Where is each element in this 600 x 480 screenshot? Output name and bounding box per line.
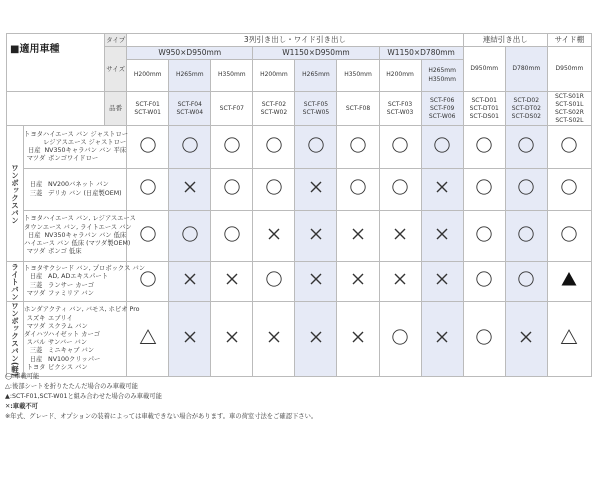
vehicle-maker: マツダ	[26, 155, 46, 163]
vehicle-entry	[24, 248, 126, 256]
vehicle-maker: 日産	[29, 273, 43, 281]
type-linked: 連結引き出し	[463, 34, 547, 47]
vehicle-model: サンバー バン	[48, 339, 88, 347]
circle-icon	[475, 136, 493, 154]
vehicle-entry	[24, 232, 126, 240]
circle-icon	[433, 136, 451, 154]
size-group-3: W1150×D780mm	[379, 47, 463, 60]
part-number-cell: SCT-F06 SCT-F09 SCT-W06	[421, 92, 463, 126]
compatibility-cell	[505, 169, 547, 211]
vehicle-entry	[24, 306, 140, 314]
circle-icon	[560, 136, 578, 154]
compatibility-cell	[211, 262, 253, 302]
cross-icon	[181, 328, 199, 346]
vehicle-list	[24, 126, 127, 169]
compatibility-cell	[421, 169, 463, 211]
vehicle-maker: 日産	[29, 355, 43, 363]
vehicle-maker: マツダ	[26, 248, 46, 256]
circle-icon	[517, 270, 535, 288]
circle-icon	[517, 136, 535, 154]
part-number-cell: SCT-D01 SCT-DT01 SCT-DS01	[463, 92, 505, 126]
vehicle-maker: スバル	[26, 339, 46, 347]
cross-icon	[265, 328, 283, 346]
compatibility-cell	[421, 302, 463, 377]
compatibility-cell	[505, 126, 547, 169]
cross-icon	[433, 178, 451, 196]
vehicle-entry	[24, 315, 126, 323]
vehicle-model: AD, ADエキスパート	[48, 273, 108, 281]
vehicle-maker: トヨタ	[26, 363, 46, 371]
vehicle-list	[24, 211, 136, 262]
compatibility-cell	[253, 211, 295, 262]
vehicle-entry	[24, 130, 129, 139]
compatibility-cell	[421, 211, 463, 262]
circle-icon	[307, 136, 325, 154]
vehicle-list	[24, 169, 127, 211]
vehicle-maker: ダイハツ	[24, 330, 49, 338]
triangle-icon	[139, 328, 157, 346]
compatibility-cell	[169, 126, 211, 169]
part-number-cell: SCT-F08	[337, 92, 379, 126]
vehicle-maker: 日産	[27, 147, 41, 154]
vehicle-maker: トヨタ	[24, 215, 43, 223]
part-spacer	[7, 92, 105, 126]
part-number-cell: SCT-F07	[211, 92, 253, 126]
compatibility-cell	[127, 169, 169, 211]
legend-disclaimer: ※年式、グレード、オプションの装着によっては車載できない場合があります。車の荷室寸法をご確認下さい。	[5, 413, 318, 420]
vehicle-entry	[24, 190, 126, 198]
cross-icon	[307, 328, 325, 346]
vehicle-model: NV350キャラバン バン 低床	[44, 231, 127, 239]
compatibility-cell	[295, 126, 337, 169]
cross-icon	[307, 178, 325, 196]
cross-icon	[391, 225, 409, 243]
section-title: ■適用車種	[10, 44, 60, 55]
cross-icon	[265, 225, 283, 243]
size-side: D950mm	[547, 47, 591, 92]
cross-icon	[349, 225, 367, 243]
compatibility-cell	[463, 211, 505, 262]
compatibility-cell	[463, 126, 505, 169]
height-cell: H200mm	[127, 60, 169, 92]
compatibility-cell	[379, 211, 421, 262]
compatibility-cell	[295, 262, 337, 302]
circle-icon	[475, 178, 493, 196]
type-main: 3列引き出し・ワイド引き出し	[127, 34, 464, 47]
vehicle-model: ハイゼット カーゴ	[48, 330, 101, 338]
type-label: タイプ	[105, 34, 127, 47]
vehicle-entry	[24, 215, 136, 223]
compatibility-cell	[463, 169, 505, 211]
vehicle-maker	[24, 139, 43, 147]
vehicle-entry	[24, 356, 126, 364]
vehicle-entry	[24, 364, 126, 372]
height-cell: H200mm	[379, 60, 421, 92]
circle-icon	[517, 178, 535, 196]
legend-cross: ✕:車載不可	[5, 403, 38, 410]
compatibility-cell	[169, 302, 211, 377]
part-number-cell: SCT-F03 SCT-W03	[379, 92, 421, 126]
vehicle-maker: 三菱	[29, 189, 43, 197]
compatibility-cell	[547, 262, 591, 302]
cross-icon	[433, 270, 451, 288]
compatibility-cell	[547, 211, 591, 262]
cross-icon	[349, 328, 367, 346]
vehicle-model: ファミリア バン	[48, 289, 94, 297]
size-label: サイズ	[105, 47, 127, 92]
compatibility-cell	[421, 126, 463, 169]
cross-icon	[181, 178, 199, 196]
compatibility-cell	[379, 262, 421, 302]
compatibility-cell	[169, 262, 211, 302]
compatibility-cell	[337, 126, 379, 169]
vehicle-maker: トヨタ	[24, 130, 43, 138]
circle-icon	[475, 270, 493, 288]
vehicle-maker: 日産	[27, 231, 41, 239]
vehicle-row	[7, 169, 592, 211]
vehicle-entry	[24, 139, 126, 147]
vehicle-maker: 日産	[29, 181, 43, 189]
circle-icon	[349, 136, 367, 154]
vehicle-entry	[24, 323, 126, 331]
vehicle-maker: ホンダ	[24, 306, 43, 314]
circle-icon	[349, 178, 367, 196]
vehicle-row	[7, 126, 592, 169]
compatibility-cell	[253, 302, 295, 377]
compatibility-cell	[253, 262, 295, 302]
compatibility-cell	[337, 262, 379, 302]
vehicle-model: サクシード バン, プロボックス バン	[42, 265, 146, 273]
compatibility-cell	[337, 211, 379, 262]
compatibility-cell	[295, 169, 337, 211]
compatibility-cell	[463, 262, 505, 302]
vehicle-model: ピクシス バン	[48, 363, 88, 371]
circle-icon	[265, 136, 283, 154]
legend-circle: ◯:車載可能	[5, 373, 40, 380]
circle-icon	[391, 178, 409, 196]
compatibility-cell	[505, 262, 547, 302]
compatibility-cell	[505, 302, 547, 377]
compatibility-cell	[295, 302, 337, 377]
circle-icon	[560, 178, 578, 196]
part-number-cell: SCT-D02 SCT-DT02 SCT-DS02	[505, 92, 547, 126]
vehicle-entry	[24, 347, 126, 355]
size-d950: D950mm	[463, 47, 505, 92]
vehicle-row	[7, 302, 592, 377]
vehicle-group-label: ライトバン	[7, 262, 24, 302]
vehicle-model: ハイエース バン, レジアスエース	[42, 215, 136, 223]
part-number-cell: SCT-F01 SCT-W01	[127, 92, 169, 126]
vehicle-model: ハイエース バン ジャストロー	[42, 130, 129, 138]
cross-icon	[433, 225, 451, 243]
vehicle-model: NV100クリッパー	[48, 355, 101, 363]
vehicle-model: デリカ バン (日産製OEM)	[48, 189, 122, 197]
height-cell: H200mm	[253, 60, 295, 92]
circle-icon	[139, 270, 157, 288]
vehicle-entry	[24, 282, 126, 290]
compatibility-cell	[169, 211, 211, 262]
height-cell: H350mm	[211, 60, 253, 92]
part-number-cell: SCT-F04 SCT-W04	[169, 92, 211, 126]
compatibility-cell	[211, 126, 253, 169]
compatibility-cell	[547, 169, 591, 211]
vehicle-model: エブリイ	[48, 314, 73, 322]
vehicle-group-label: ワンボックスバン	[7, 126, 24, 262]
compatibility-cell	[253, 126, 295, 169]
part-number-cell: SCT-F02 SCT-W02	[253, 92, 295, 126]
vehicle-model: ハイエース バン 低床 (マツダ製OEM)	[24, 240, 131, 248]
legend-notes	[5, 372, 317, 422]
compatibility-cell	[211, 169, 253, 211]
part-number-cell: SCT-F05 SCT-W05	[295, 92, 337, 126]
vehicle-entry	[24, 273, 126, 281]
circle-icon	[223, 178, 241, 196]
vehicle-entry	[24, 290, 126, 298]
circle-icon	[139, 178, 157, 196]
cross-icon	[517, 328, 535, 346]
vehicle-maker: トヨタ	[24, 265, 43, 273]
compatibility-table	[6, 33, 592, 377]
vehicle-entry	[24, 155, 126, 163]
vehicle-row	[7, 262, 592, 302]
compatibility-cell	[379, 302, 421, 377]
vehicle-group-label: ワンボックスバン(軽)	[7, 302, 24, 377]
circle-icon	[139, 136, 157, 154]
cross-icon	[349, 270, 367, 288]
compatibility-cell	[337, 169, 379, 211]
vehicle-model: ミニキャブ バン	[48, 347, 95, 355]
cross-icon	[181, 270, 199, 288]
circle-icon	[475, 328, 493, 346]
vehicle-model: タウンエース バン, ライトエース バン	[24, 223, 132, 231]
size-group-1: W950×D950mm	[127, 47, 253, 60]
vehicle-model: ボンゴ 低床	[48, 248, 82, 256]
vehicle-model: ボンゴワイドロー	[48, 155, 99, 163]
circle-icon	[181, 136, 199, 154]
height-cell: H350mm	[337, 60, 379, 92]
vehicle-model: NV350キャラバン バン 平床	[44, 147, 127, 154]
legend-triangle: △:後部シートを折りたたんだ場合のみ車載可能	[5, 383, 138, 390]
compatibility-cell	[127, 126, 169, 169]
cross-icon	[223, 270, 241, 288]
cross-icon	[307, 225, 325, 243]
compatibility-cell	[379, 169, 421, 211]
height-cell: H265mm	[169, 60, 211, 92]
vehicle-entry	[24, 331, 126, 339]
compatibility-cell	[547, 126, 591, 169]
compatibility-cell	[211, 302, 253, 377]
vehicle-maker: スズキ	[26, 314, 46, 322]
vehicle-list	[24, 262, 146, 302]
circle-icon	[475, 225, 493, 243]
circle-icon	[139, 225, 157, 243]
circle-icon	[391, 136, 409, 154]
circle-icon	[265, 270, 283, 288]
circle-icon	[517, 225, 535, 243]
circle-icon	[223, 225, 241, 243]
circle-icon	[181, 225, 199, 243]
circle-icon	[223, 136, 241, 154]
vehicle-model: アクティ バン, バモス, ホビオ Pro	[42, 306, 140, 314]
type-side: サイド棚	[547, 34, 591, 47]
cross-icon	[223, 328, 241, 346]
cross-icon	[433, 328, 451, 346]
circle-icon	[391, 328, 409, 346]
compatibility-cell	[379, 126, 421, 169]
part-number-cell: SCT-S01R SCT-S01L SCT-S02R SCT-S02L	[547, 92, 591, 126]
compatibility-cell	[169, 169, 211, 211]
vehicle-model: スクラム バン	[48, 322, 88, 330]
vehicle-maker: マツダ	[26, 322, 46, 330]
compatibility-cell	[421, 262, 463, 302]
vehicle-entry	[24, 181, 126, 189]
triangle-icon	[560, 328, 578, 346]
cross-icon	[307, 270, 325, 288]
vehicle-entry	[24, 147, 126, 155]
compatibility-cell	[463, 302, 505, 377]
vehicle-model: NV200バネット バン	[48, 181, 109, 189]
compatibility-cell	[253, 169, 295, 211]
size-group-2: W1150×D950mm	[253, 47, 379, 60]
vehicle-maker: マツダ	[26, 289, 46, 297]
vehicle-list	[24, 302, 140, 377]
compatibility-cell	[211, 211, 253, 262]
vehicle-entry	[24, 223, 132, 232]
circle-icon	[560, 225, 578, 243]
compatibility-cell	[295, 211, 337, 262]
vehicle-maker: 三菱	[29, 347, 43, 355]
height-cell: H265mm	[295, 60, 337, 92]
part-label: 品番	[105, 92, 127, 126]
compatibility-cell	[547, 302, 591, 377]
filled-triangle-icon	[560, 270, 578, 288]
height-cell: H265mm H350mm	[421, 60, 463, 92]
compatibility-cell	[505, 211, 547, 262]
vehicle-row	[7, 211, 592, 262]
cross-icon	[391, 270, 409, 288]
size-d780: D780mm	[505, 47, 547, 92]
circle-icon	[265, 178, 283, 196]
legend-filled-triangle: ▲:SCT-F01,SCT-W01と組み合わせた場合のみ車載可能	[5, 393, 162, 400]
vehicle-maker: 三菱	[29, 281, 43, 289]
vehicle-model: ランサー カーゴ	[48, 281, 95, 289]
compatibility-cell	[337, 302, 379, 377]
vehicle-model: レジアスエース ジャストロー	[43, 138, 127, 146]
